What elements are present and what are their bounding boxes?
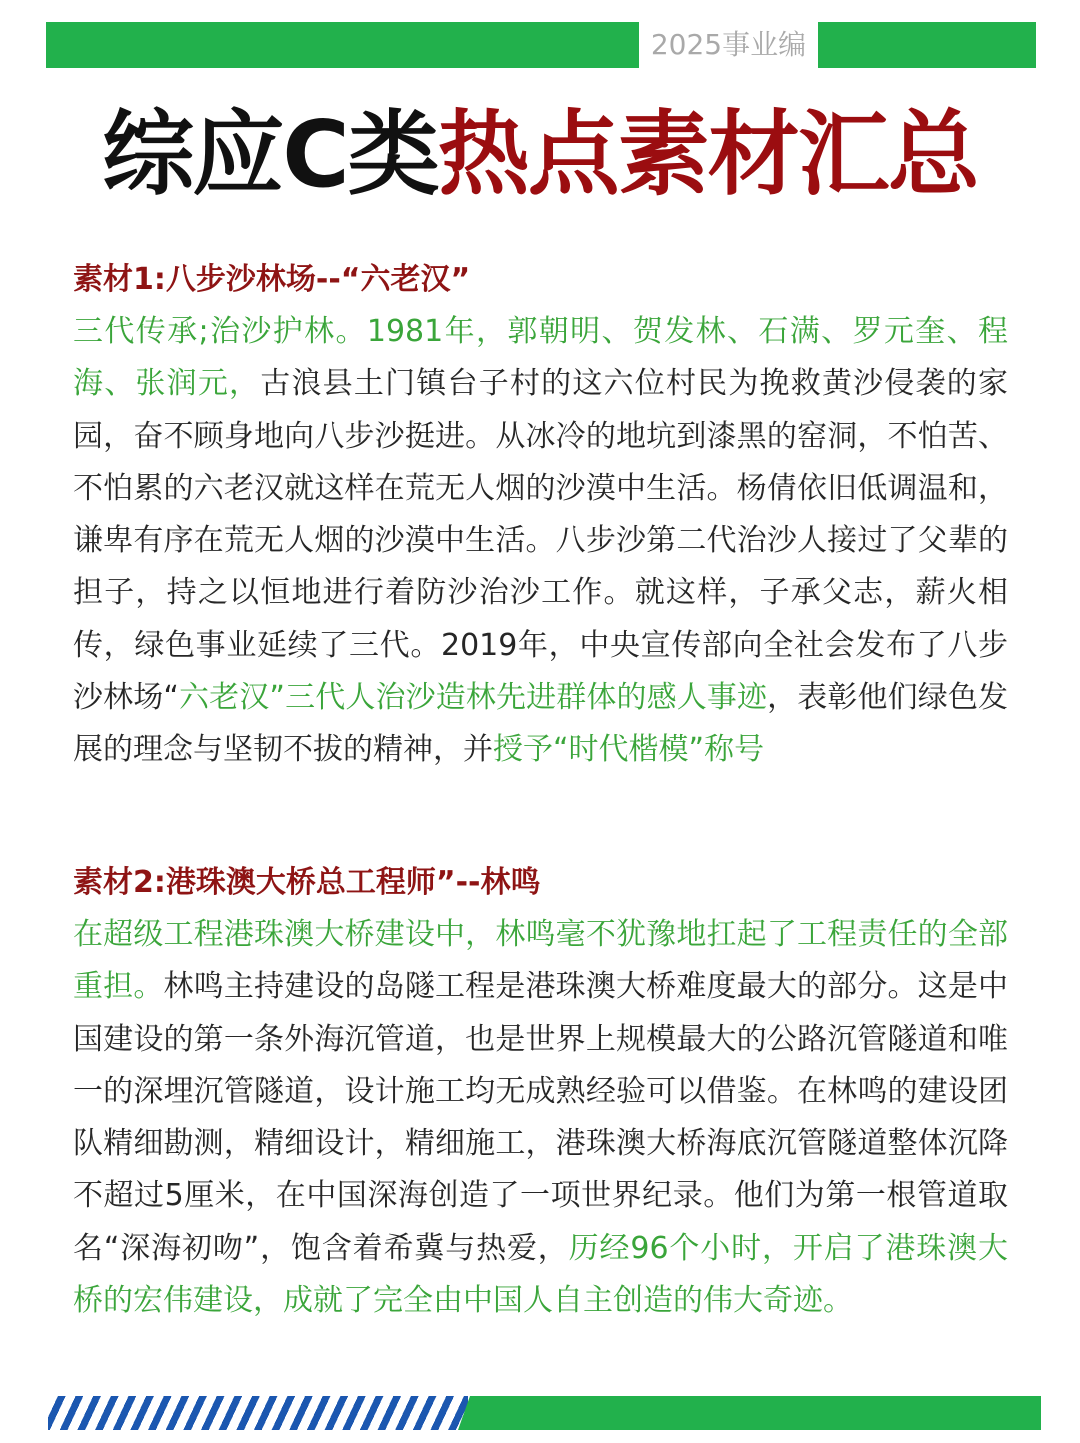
title-black-part: 综应C类 [102,101,438,208]
highlight-text: 六老汉”三代人治沙造林先进群体的感人事迹 [178,680,768,716]
body-text: 古浪县土门镇台子村的这六位村民为挽救黄沙侵袭的家园，奋不顾身地向八步沙挺进。从冰冷的地坑到漆黑的窑洞，不怕苦、不怕累的六老汉就这样在荒无人烟的沙漠中生活。杨倩依旧低调温和，谦卑有序在荒无人烟的沙漠中生活。八步沙第二代治沙人接过了父辈的担子，持之以恒地进行着防沙治沙工作。就这样，子承父志，薪火相传，绿色事业延续了三代。2019年，中央宣传部向全社会发布了八步沙林场“ [73,366,1009,716]
header-label: 2025事业编 [650,28,807,61]
page-title [0,100,1080,210]
material-section-2 [73,857,1008,1327]
highlight-text: 历经96个小时，开启了港珠澳大桥的宏伟建设，成就了完全由中国人自主创造的伟大奇迹。 [73,1230,1008,1319]
material-body [73,306,1008,777]
title-red-part: 热点素材汇总 [437,101,978,208]
material-heading: 素材1:八步沙林场--“六老汉” [73,262,471,297]
material-heading: 素材2:港珠澳大桥总工程师”--林鸣 [73,865,541,900]
top-bar-left [46,22,639,68]
highlight-text: 在超级工程港珠澳大桥建设中，林鸣毫不犹豫地扛起了工程责任的全部重担。 [73,917,1008,1005]
top-bar-right [818,22,1036,68]
material-body [73,909,1008,1327]
bottom-stripes-decoration [48,1396,468,1430]
body-text: 林鸣主持建设的岛隧工程是港珠澳大桥难度最大的部分。这是中国建设的第一条外海沉管道，也是世界上规模最大的公路沉管隧道和唯一的深埋沉管隧道，设计施工均无成熟经验可以借鉴。在林鸣的建设团队精细勘测，精细设计，精细施工，港珠澳大桥海底沉管隧道整体沉降不超过5厘米，在中国深海创造了一项世界纪录。他们为第一根管道取名“深海初吻”，饱含着希冀与热爱， [73,969,1008,1266]
material-section-1 [73,254,1008,777]
bottom-bar [458,1396,1041,1430]
highlight-text: 三代传承;治沙护林。1981年，郭朝明、贺发林、石满、罗元奎、程海、张润元， [73,314,1008,402]
highlight-text: 授予“时代楷模”称号 [493,732,765,768]
body-text: ，表彰他们绿色发展的理念与坚韧不拔的精神，并 [73,680,1009,768]
